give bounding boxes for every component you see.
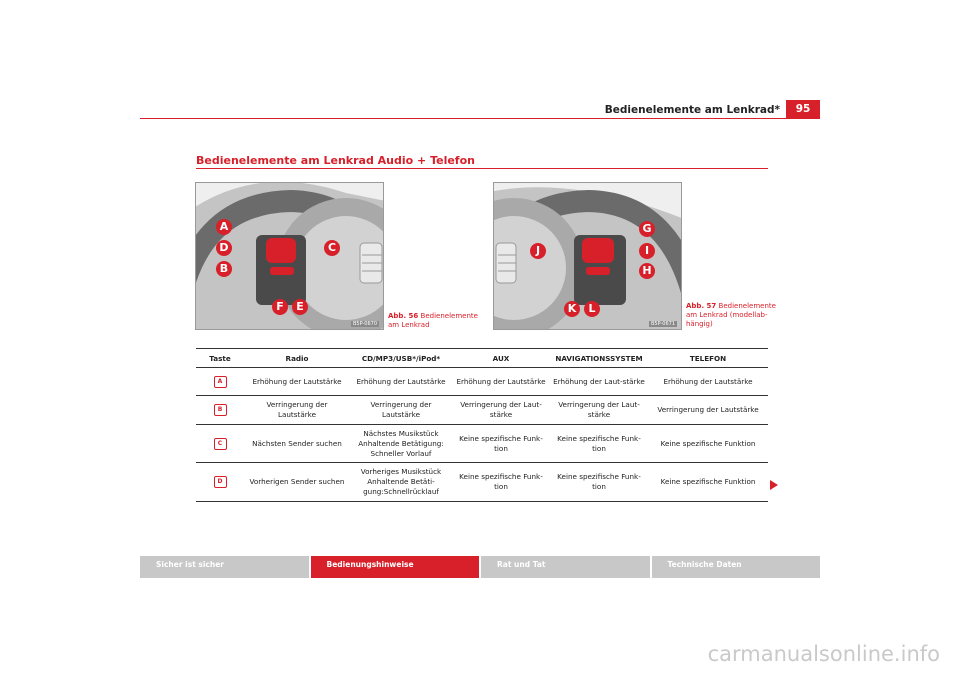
table-cell: Erhöhung der Lautstärke — [350, 368, 452, 396]
column-header-cd: CD/MP3/USB*/iPod* — [350, 349, 452, 368]
table-cell: Nächsten Sender suchen — [244, 425, 350, 463]
steering-wheel-figure-1 — [195, 182, 384, 330]
column-header-aux: AUX — [452, 349, 550, 368]
caption-text: Bedienelemente am Lenkrad — [388, 312, 478, 329]
figure-letter-A: A — [216, 219, 232, 235]
table-cell: Verringerung der Lautstärke — [648, 396, 768, 425]
page-number: 95 — [786, 100, 820, 118]
header-rule — [140, 118, 820, 119]
table-row — [196, 368, 768, 396]
table-cell: Erhöhung der Lautstärke — [648, 368, 768, 396]
table-cell: Erhöhung der Lautstärke — [452, 368, 550, 396]
section-title: Bedienelemente am Lenkrad Audio + Telefon — [196, 154, 475, 167]
table-cell: Erhöhung der Laut-stärke — [550, 368, 648, 396]
table-cell: Vorherigen Sender suchen — [244, 463, 350, 502]
table-row — [196, 463, 768, 502]
section-rule — [196, 168, 768, 169]
table-cell: Verringerung der Laut-stärke — [452, 396, 550, 425]
triangle-right-icon[interactable] — [770, 480, 778, 490]
key-cell — [196, 396, 244, 425]
figure-code: B5P-0670 — [352, 321, 377, 327]
figure-letter-K: K — [564, 301, 580, 317]
caption-label: Abb. 57 — [686, 302, 717, 310]
table-cell: Erhöhung der Lautstärke — [244, 368, 350, 396]
footer-tab-bedienungshinweise[interactable]: Bedienungshinweise — [311, 556, 480, 578]
figure-letter-B: B — [216, 261, 232, 277]
figure-letter-E: E — [292, 299, 308, 315]
column-header-telefon: TELEFON — [648, 349, 768, 368]
table-cell: Keine spezifische Funktion — [648, 425, 768, 463]
key-badge[interactable]: A — [214, 376, 227, 388]
key-cell — [196, 368, 244, 396]
footer-tab-rat-und-tat[interactable]: Rat und Tat — [481, 556, 650, 578]
column-header-navigation: NAVIGATIONSSYSTEM — [550, 349, 648, 368]
watermark: carmanualsonline.info — [707, 642, 940, 666]
table-row — [196, 396, 768, 425]
key-badge[interactable]: C — [214, 438, 227, 450]
figure-letter-H: H — [639, 263, 655, 279]
figure-letter-J: J — [530, 243, 546, 259]
table-cell: Vorheriges Musikstück Anhaltende Betäti-gung:Schnellrücklauf — [350, 463, 452, 502]
footer-tab-technische-daten[interactable]: Technische Daten — [652, 556, 821, 578]
caption-label: Abb. 56 — [388, 312, 419, 320]
controls-table — [196, 348, 768, 502]
table-cell: Keine spezifische Funk-tion — [550, 463, 648, 502]
footer-nav — [140, 556, 820, 578]
header-title: Bedienelemente am Lenkrad* — [604, 104, 780, 116]
table-cell: Keine spezifische Funk-tion — [550, 425, 648, 463]
caption-text: Bedienelemente am Lenkrad (modellab-hängig) — [686, 302, 776, 328]
table-cell: Keine spezifische Funktion — [648, 463, 768, 502]
table-cell: Verringerung der Laut-stärke — [550, 396, 648, 425]
figure-letter-G: G — [639, 221, 655, 237]
column-header-radio: Radio — [244, 349, 350, 368]
steering-wheel-figure-2 — [493, 182, 682, 330]
figure-letter-I: I — [639, 243, 655, 259]
figure-caption-1 — [388, 312, 478, 330]
figure-letter-F: F — [272, 299, 288, 315]
table-cell: Verringerung der Lautstärke — [244, 396, 350, 425]
table-cell: Keine spezifische Funk-tion — [452, 463, 550, 502]
key-badge[interactable]: B — [214, 404, 227, 416]
key-cell — [196, 463, 244, 502]
column-header-taste: Taste — [196, 349, 244, 368]
table-row — [196, 425, 768, 463]
figure-caption-2 — [686, 302, 776, 329]
table-cell: Nächstes Musikstück Anhaltende Betätigung: Schneller Vorlauf — [350, 425, 452, 463]
figure-code: B5P-0671 — [650, 321, 675, 327]
table-cell: Verringerung der Lautstärke — [350, 396, 452, 425]
table-header-row — [196, 349, 768, 368]
table-cell: Keine spezifische Funk-tion — [452, 425, 550, 463]
figure-letter-L: L — [584, 301, 600, 317]
key-badge[interactable]: D — [214, 476, 227, 488]
figure-letter-D: D — [216, 240, 232, 256]
figure-letter-C: C — [324, 240, 340, 256]
key-cell — [196, 425, 244, 463]
footer-tab-sicher[interactable]: Sicher ist sicher — [140, 556, 309, 578]
